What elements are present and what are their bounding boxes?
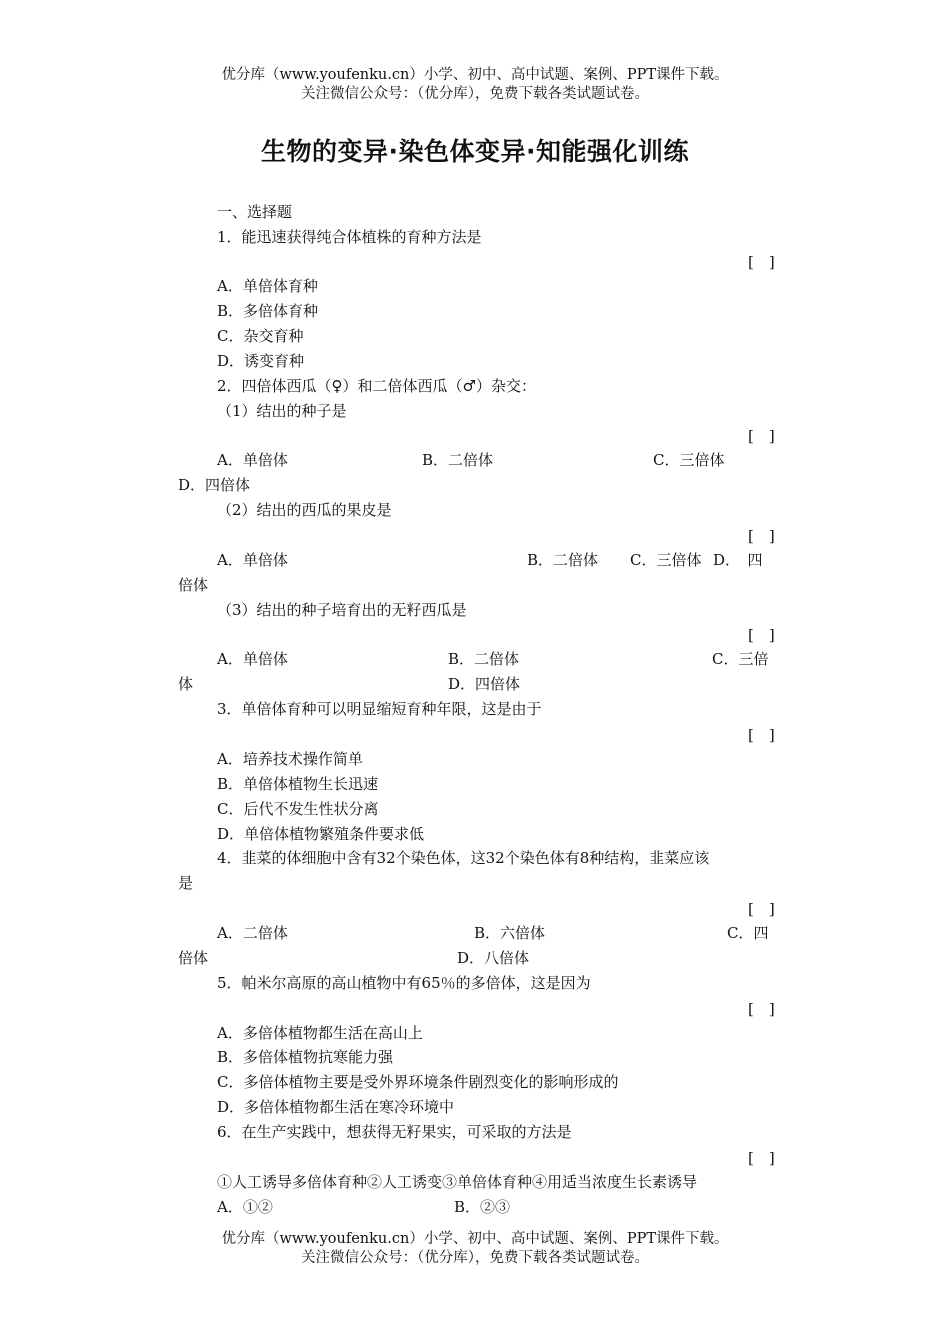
q4-option-c: C．四 [727,924,769,942]
q2-sub1-option-b: B．二倍体 [422,451,494,469]
q2-sub2: （2）结出的西瓜的果皮是 [217,501,392,519]
q6-answer-bracket: [ ] [748,1149,775,1167]
section-heading: 一、选择题 [217,203,293,221]
q2-sub2-option-d: D． 四 [713,551,763,569]
q2-sub1-option-a: A．单倍体 [217,451,288,469]
q2-sub3-option-a: A．单倍体 [217,650,288,668]
q6-option-b: B．②③ [454,1198,511,1216]
q6-stem: 6．在生产实践中，想获得无籽果实，可采取的方法是 [217,1123,572,1141]
q2-sub2-option-c: C．三倍体 [630,551,702,569]
q5-option-d: D．多倍体植物都生活在寒冷环境中 [217,1098,455,1116]
q2-sub2-bracket: [ ] [748,527,775,545]
q1-answer-bracket: [ ] [748,253,775,271]
q5-answer-bracket: [ ] [748,1000,775,1018]
q2-sub3-option-c-cont: 体 [178,675,194,693]
q4-option-d: D．八倍体 [457,949,530,967]
q2-sub3-option-b: B．二倍体 [448,650,520,668]
q1-option-c: C．杂交育种 [217,327,304,345]
q2-sub1-option-c: C．三倍体 [653,451,725,469]
q3-option-c: C．后代不发生性状分离 [217,800,379,818]
q2-sub2-option-b: B．二倍体 [527,551,599,569]
q6-items: ①人工诱导多倍体育种②人工诱变③单倍体育种④用适当浓度生长素诱导 [217,1173,698,1191]
q2-sub3-option-c: C．三倍 [712,650,769,668]
q1-option-b: B．多倍体育种 [217,302,319,320]
q2-sub1: （1）结出的种子是 [217,402,347,420]
header-line-2: 关注微信公众号：（优分库），免费下载各类试题试卷。 [301,86,649,102]
q4-option-b: B．六倍体 [474,924,546,942]
header-line-1: 优分库（www.youfenku.cn）小学、初中、高中试题、案例、PPT课件下载。 [221,67,729,83]
q2-sub2-option-d-cont: 倍体 [178,576,209,594]
q4-stem-cont: 是 [178,874,194,892]
q1-option-d: D．诱变育种 [217,352,305,370]
q3-option-a: A．培养技术操作简单 [217,750,363,768]
q2-sub1-bracket: [ ] [748,427,775,445]
q5-stem: 5．帕米尔高原的高山植物中有65％的多倍体，这是因为 [217,974,591,992]
q3-option-d: D．单倍体植物繁殖条件要求低 [217,825,425,843]
q4-option-a: A．二倍体 [217,924,288,942]
q2-sub3: （3）结出的种子培育出的无籽西瓜是 [217,601,467,619]
q4-stem: 4．韭菜的体细胞中含有32个染色体，这32个染色体有8种结构，韭菜应该 [217,849,710,867]
q5-option-c: C．多倍体植物主要是受外界环境条件剧烈变化的影响形成的 [217,1073,619,1091]
q5-option-a: A．多倍体植物都生活在高山上 [217,1024,423,1042]
q2-sub3-option-d: D．四倍体 [448,675,521,693]
footer-line-1: 优分库（www.youfenku.cn）小学、初中、高中试题、案例、PPT课件下载。 [221,1231,729,1247]
q1-stem: 1．能迅速获得纯合体植株的育种方法是 [217,228,482,246]
q4-option-c-cont: 倍体 [178,949,209,967]
page-title: 生物的变异·染色体变异·知能强化训练 [261,137,689,166]
q2-sub2-option-a: A．单倍体 [217,551,288,569]
q2-sub3-bracket: [ ] [748,626,775,644]
q6-option-a: A．①② [217,1198,273,1216]
q3-stem: 3．单倍体育种可以明显缩短育种年限，这是由于 [217,700,542,718]
q2-stem: 2．四倍体西瓜（♀）和二倍体西瓜（♂）杂交： [217,377,536,395]
q3-option-b: B．单倍体植物生长迅速 [217,775,379,793]
q5-option-b: B．多倍体植物抗寒能力强 [217,1048,394,1066]
q1-option-a: A．单倍体育种 [217,277,318,295]
q3-answer-bracket: [ ] [748,726,775,744]
q2-sub1-option-d: D．四倍体 [178,476,251,494]
footer-line-2: 关注微信公众号：（优分库），免费下载各类试题试卷。 [301,1250,649,1266]
q4-answer-bracket: [ ] [748,900,775,918]
